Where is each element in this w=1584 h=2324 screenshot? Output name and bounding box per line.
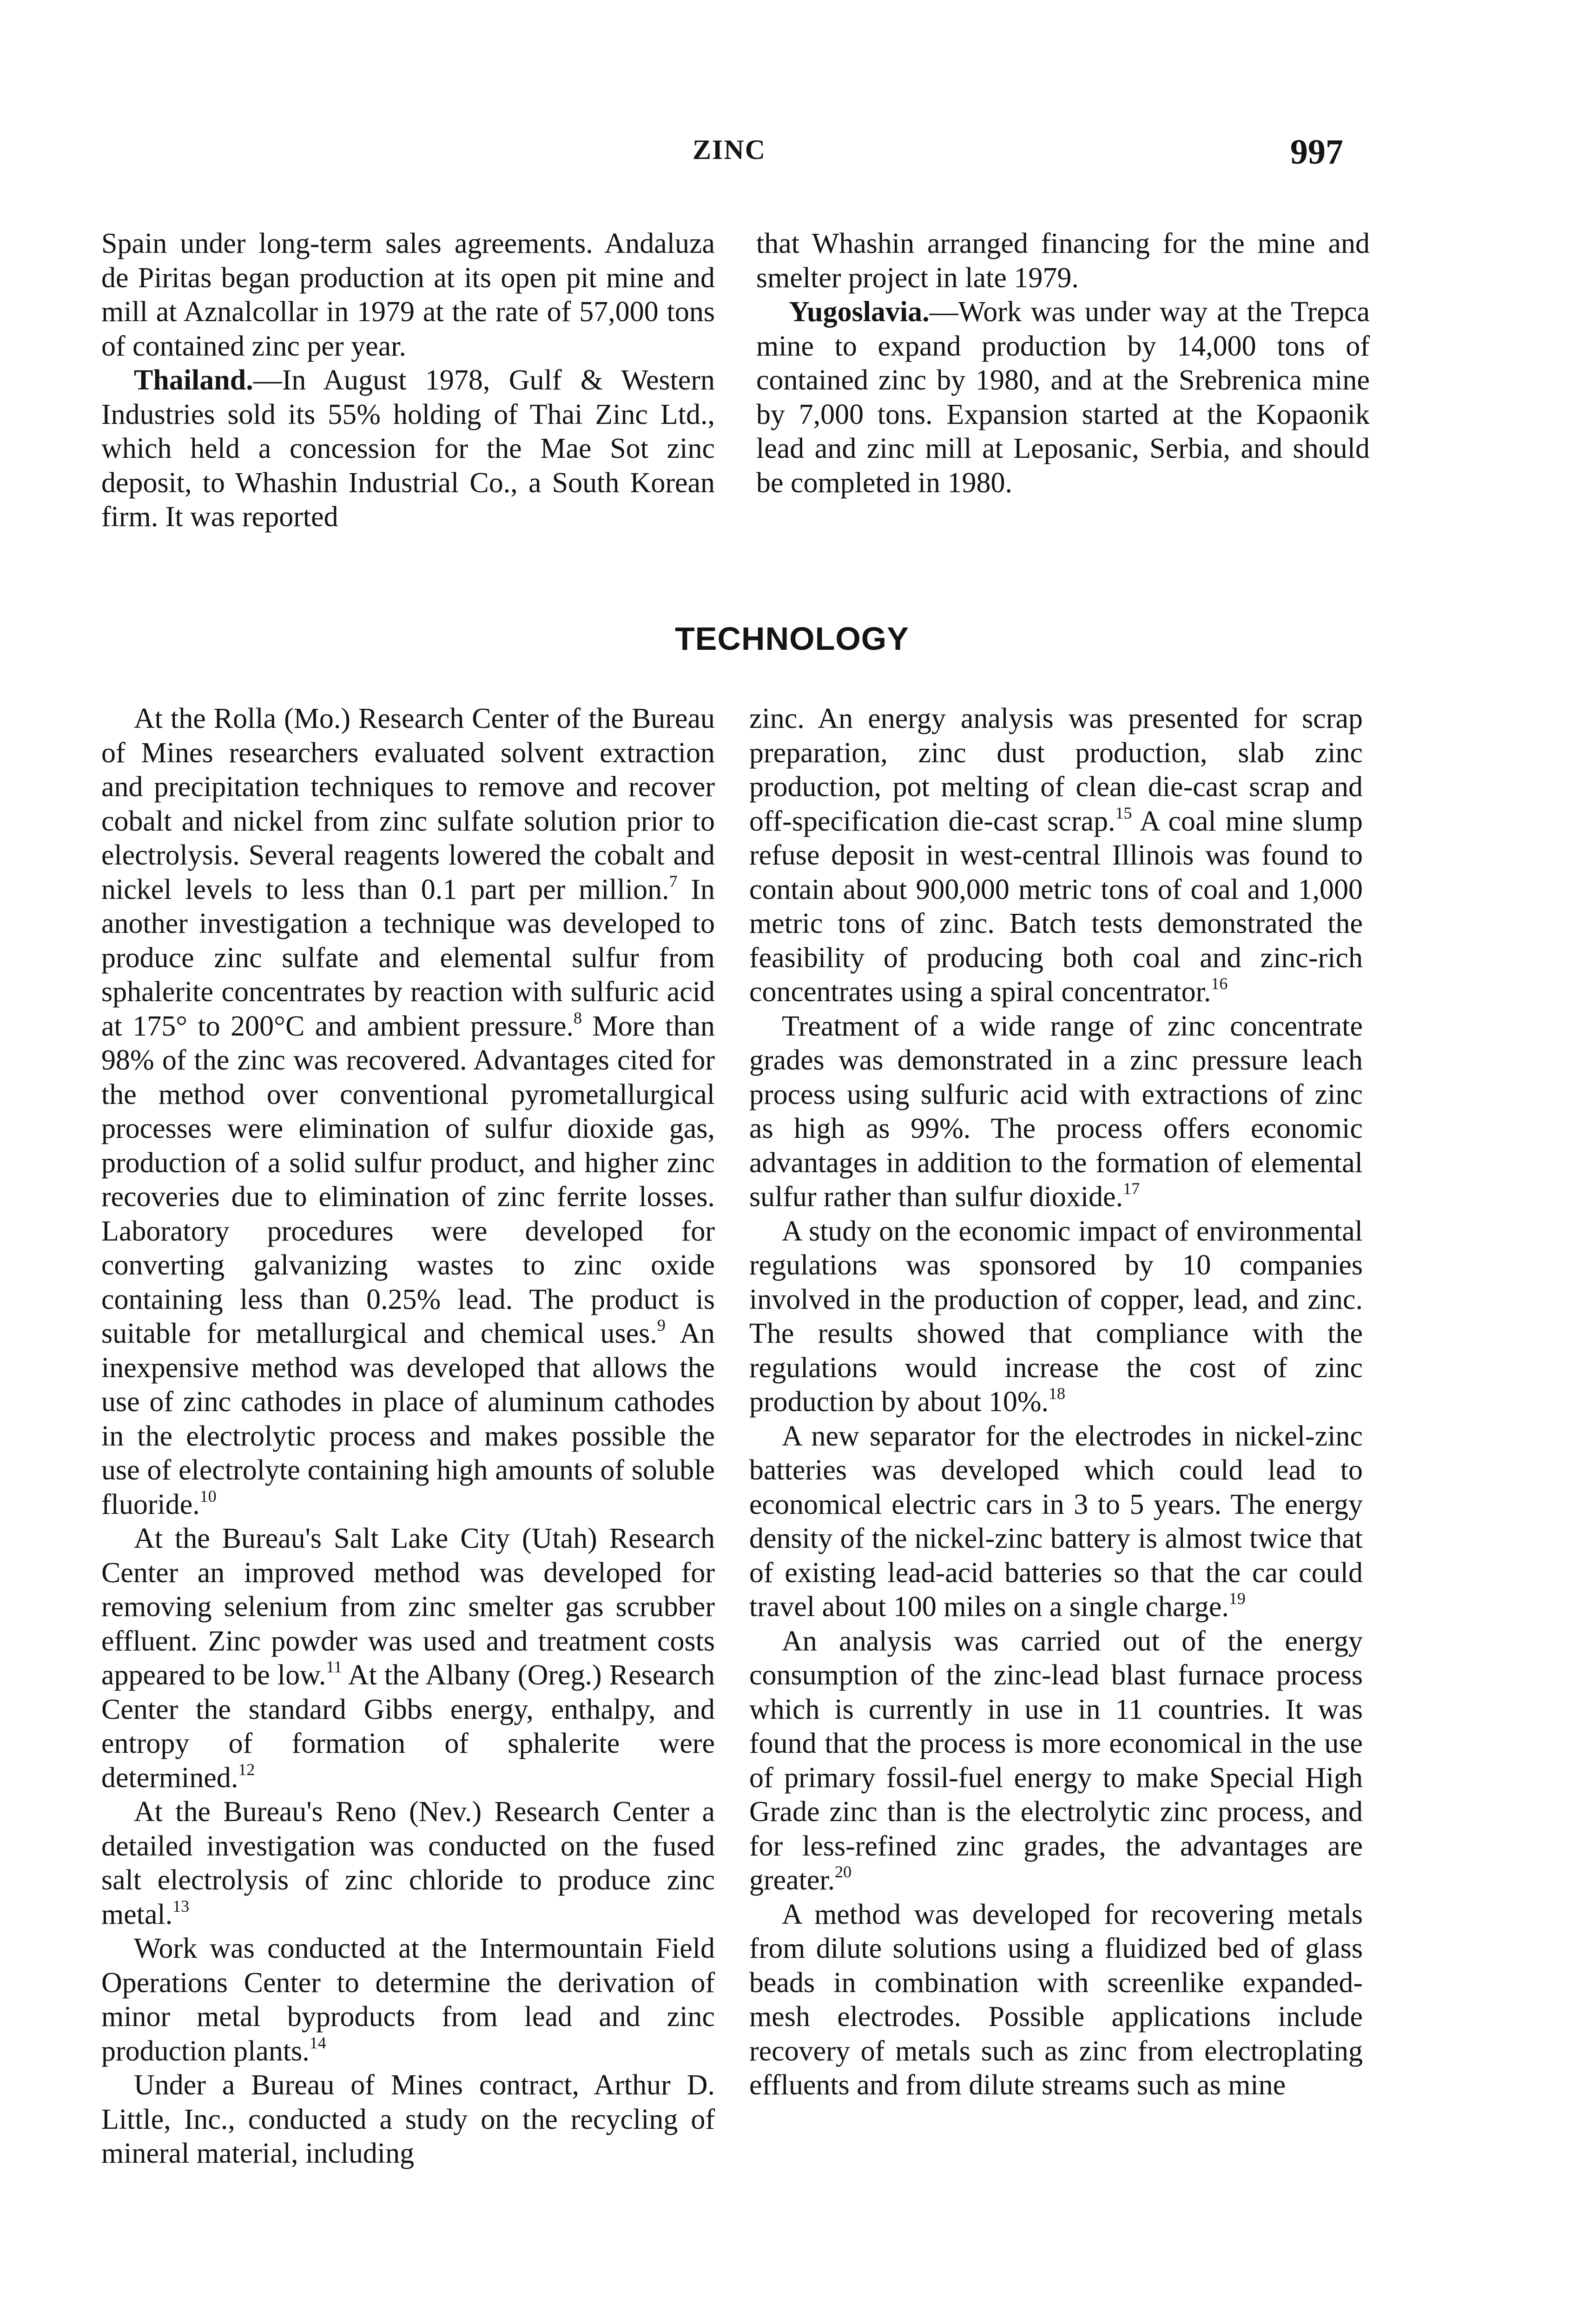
- footnote-ref: 14: [309, 2033, 326, 2052]
- rolla-text-c: More than 98% of the zinc was recovered. Advantages cited for the method over conventional pyrometallurgical processes were elimination of sulfur dioxide gas, production of a solid sulfur product, and higher zinc recoveries due to elimination of zinc ferrite losses. Laboratory procedures were developed for converting galvanizing wastes to zinc oxide containing less than 0.25% lead. The product is suitable for metallurgical and chemical uses.: [101, 1010, 715, 1349]
- intermountain-text: Work was conducted at the Intermountain Field Operations Center to determine the derivation of minor metal byproducts from lead and zinc production plants.: [101, 1933, 715, 2067]
- paragraph-blast-furnace: [749, 1624, 1363, 1898]
- thailand-text: —In August 1978, Gulf & Western Industries sold its 55% holding of Thai Zinc Ltd., which held a concession for the Mae Sot zinc deposit, to Whashin Industrial Co., a South Korean firm. It was reported: [101, 364, 715, 533]
- footnote-ref: 10: [199, 1486, 217, 1505]
- yugoslavia-text: —Work was under way at the Trepca mine to expand production by 14,000 tons of contained zinc by 1980, and at the Srebrenica mine by 7,000 tons. Expansion started at the Kopaonik lead and zinc mill at Leposanic, Serbia, and should be completed in 1980.: [756, 296, 1370, 499]
- paragraph-pressure-leach: [749, 1010, 1363, 1215]
- reno-text: At the Bureau's Reno (Nev.) Research Center a detailed investigation was conducted on the fused salt electrolysis of zinc chloride to produce zinc metal.: [101, 1796, 715, 1930]
- footnote-ref: 11: [326, 1657, 342, 1676]
- pressure-leach-text: Treatment of a wide range of zinc concentrate grades was demonstrated in a zinc pressure leach process using sulfuric acid with extractions of zinc as high as 99%. The process offers economic advantages in addition to the formation of elemental sulfur rather than sulfur dioxide.: [749, 1010, 1363, 1213]
- footnote-ref: 15: [1115, 803, 1132, 822]
- paragraph-thailand: [101, 363, 715, 535]
- paragraph-environmental-study: [749, 1215, 1363, 1419]
- blast-furnace-text: An analysis was carried out of the energy consumption of the zinc-lead blast furnace process which is currently in use in 11 countries. It was found that the process is more economical in the use of primary fossil-fuel energy to make Special High Grade zinc than is the electrolytic zinc process, and for less-refined zinc grades, the advantages are greater.: [749, 1625, 1363, 1896]
- country-heading-yugoslavia: Yugoslavia.: [789, 296, 930, 328]
- paragraph-arthur-d-little: Under a Bureau of Mines contract, Arthur D. Little, Inc., conducted a study on the recycling of mineral material, including: [101, 2069, 715, 2169]
- footnote-ref: 16: [1211, 974, 1228, 993]
- rolla-text-d: An inexpensive method was developed that allows the use of zinc cathodes in place of aluminum cathodes in the electrolytic process and makes possible the use of electrolyte containing high amounts of soluble fluoride.: [101, 1318, 715, 1520]
- footnote-ref: 19: [1228, 1589, 1246, 1608]
- footnote-ref: 18: [1049, 1384, 1066, 1403]
- battery-text: A new separator for the electrodes in nickel-zinc batteries was developed which could lead to economical electric cars in 3 to 5 years. The energy density of the nickel-zinc battery is almost twice that of existing lead-acid batteries so that the car could travel about 100 miles on a single charge.: [749, 1420, 1363, 1623]
- salt-lake-text-a: At the Bureau's Salt Lake City (Utah) Research Center an improved method was developed for removing selenium from zinc smelter gas scrubber effluent. Zinc powder was used and treatment costs appeared to be low.: [101, 1523, 715, 1691]
- paragraph-whashin-continued: that Whashin arranged financing for the mine and smelter project in late 1979.: [756, 228, 1370, 294]
- top-right-column: [756, 227, 1370, 500]
- paragraph-fluidized-bed: A method was developed for recovering metals from dilute solutions using a fluidized bed of glass beads in combination with screenlike expanded-mesh electrodes. Possible applications include recovery of metals such as zinc from electroplating effluents and from dilute streams such as mine: [749, 1898, 1363, 2101]
- paragraph-yugoslavia: [756, 295, 1370, 500]
- footnote-ref: 7: [669, 872, 678, 891]
- running-head: ZINC: [693, 134, 766, 165]
- footnote-ref: 13: [172, 1896, 190, 1915]
- paragraph-intermountain: [101, 1932, 715, 2068]
- footnote-ref: 17: [1123, 1179, 1140, 1198]
- salt-lake-text-b: At the Albany (Oreg.) Research Center the standard Gibbs energy, enthalpy, and entropy of formation of sphalerite were determined.: [101, 1659, 715, 1794]
- paragraph-recycling-continued: [749, 702, 1363, 1010]
- paragraph-rolla: [101, 702, 715, 1522]
- page-number: 997: [1290, 132, 1343, 172]
- recycling-text-b: A coal mine slump refuse deposit in west-central Illinois was found to contain about 900,000 metric tons of coal and 1,000 metric tons of zinc. Batch tests demonstrated the feasibility of producing both coal and zinc-rich concentrates using a spiral concentrator.: [749, 805, 1363, 1008]
- rolla-text-b: In another investigation a technique was developed to produce zinc sulfate and elemental sulfur from sphalerite concentrates by reaction with sulfuric acid at 175° to 200°C and ambient pressure.: [101, 873, 715, 1042]
- footnote-ref: 20: [835, 1862, 852, 1881]
- environmental-text: A study on the economic impact of environmental regulations was sponsored by 10 companies involved in the production of copper, lead, and zinc. The results showed that compliance with the regulations would increase the cost of zinc production by about 10%.: [749, 1215, 1363, 1418]
- paragraph-reno: [101, 1795, 715, 1932]
- recycling-text-a: zinc. An energy analysis was presented for scrap preparation, zinc dust production, slab zinc production, pot melting of clean die-cast scrap and off-specification die-cast scrap.: [749, 703, 1363, 837]
- footnote-ref: 12: [238, 1760, 255, 1779]
- country-heading-thailand: Thailand.: [134, 364, 253, 396]
- paragraph-spain-continued: Spain under long-term sales agreements. Andaluza de Piritas began production at its open pit mine and mill at Aznalcollar in 1979 at the rate of 57,000 tons of contained zinc per year.: [101, 228, 715, 362]
- paragraph-nickel-zinc-battery: [749, 1419, 1363, 1624]
- footnote-ref: 9: [657, 1316, 666, 1334]
- paragraph-salt-lake-city: [101, 1522, 715, 1795]
- rolla-text-a: At the Rolla (Mo.) Research Center of the Bureau of Mines researchers evaluated solvent extraction and precipitation techniques to remove and recover cobalt and nickel from zinc sulfate solution prior to electrolysis. Several reagents lowered the cobalt and nickel levels to less than 0.1 part per million.: [101, 703, 715, 905]
- section-heading-technology: TECHNOLOGY: [675, 621, 909, 657]
- top-left-column: [101, 227, 715, 535]
- footnote-ref: 8: [574, 1008, 582, 1027]
- technology-right-column: [749, 702, 1363, 2103]
- technology-left-column: [101, 702, 715, 2171]
